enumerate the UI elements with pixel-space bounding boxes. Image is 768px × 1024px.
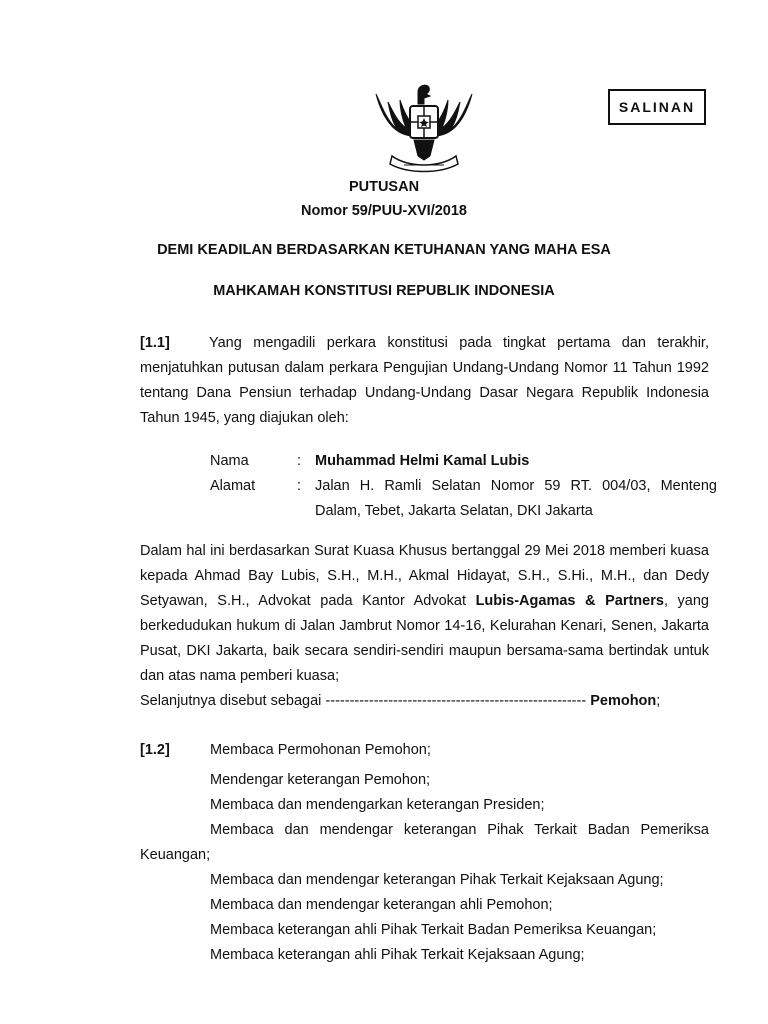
name-value: Muhammad Helmi Kamal Lubis [315, 453, 530, 469]
list-item: Membaca dan mendengar keterangan Pihak Terkait Badan Pemeriksa [210, 822, 709, 838]
list-item: Membaca dan mendengar keterangan ahli Pemohon; [210, 897, 553, 913]
designation-line [140, 689, 660, 714]
designation-role: Pemohon [590, 693, 657, 709]
address-value: Jalan H. Ramli Selatan Nomor 59 RT. 004/03, Menteng Dalam, Tebet, Jakarta Selatan, DKI Jakarta [315, 478, 717, 519]
list-item: Membaca Permohonan Pemohon; [210, 742, 431, 758]
document-title: PUTUSAN [348, 179, 420, 195]
designation-lead: Selanjutnya disebut sebagai [140, 693, 326, 709]
list-item: Membaca dan mendengarkan keterangan Presiden; [210, 797, 545, 813]
motto-heading: DEMI KEADILAN BERDASARKAN KETUHANAN YANG MAHA ESA [157, 242, 611, 258]
proxy-paragraph [140, 539, 709, 689]
garuda-emblem-icon [368, 76, 480, 180]
list-item: Mendengar keterangan Pemohon; [210, 772, 431, 788]
list-item-continuation: Keuangan; [140, 847, 211, 863]
proxy-text-after: , yang berkedudukan hukum di Jalan Jambrut Nomor 14-16, Kelurahan Kenari, Senen, Jakarta Pusat, DKI Jakarta, baik secara sendiri-sendiri maupun bersama-sama bertindak untuk dan atas nama pemberi kuasa; [140, 593, 709, 684]
list-item: Membaca keterangan ahli Pihak Terkait Kejaksaan Agung; [210, 947, 585, 963]
court-heading: MAHKAMAH KONSTITUSI REPUBLIK INDONESIA [213, 283, 555, 299]
designation-dashes: ------------------------------------------------------ [325, 693, 587, 709]
list-item: Membaca dan mendengar keterangan Pihak Terkait Kejaksaan Agung; [210, 872, 664, 888]
section-1-2-tag: [1.2] [140, 742, 170, 758]
name-colon: : [297, 453, 302, 469]
address-colon: : [297, 478, 302, 494]
salinan-stamp: SALINAN [608, 89, 706, 125]
case-number: Nomor 59/PUU-XVI/2018 [300, 203, 467, 219]
section-1-1-text: Yang mengadili perkara konstitusi pada tingkat pertama dan terakhir, menjatuhkan putusan dalam perkara Pengujian Undang-Undang Nomor 11 Tahun 1992 tentang Dana Pensiun terhadap Undang-Undang Dasar Negara Republik Indonesia Tahun 1945, yang diajukan oleh: [140, 335, 709, 426]
proxy-text-before: Dalam hal ini berdasarkan Surat Kuasa Khusus bertanggal 29 Mei 2018 memberi kuasa kepada Ahmad Bay Lubis, S.H., M.H., Akmal Hidayat, S.H., S.Hi., M.H., dan Dedy Setyawan, S.H., Advokat pada Kantor Advokat [140, 543, 709, 609]
name-label: Nama [210, 453, 249, 469]
list-item: Membaca keterangan ahli Pihak Terkait Badan Pemeriksa Keuangan; [210, 922, 657, 938]
party-address-row [0, 474, 768, 524]
address-label: Alamat [210, 478, 256, 494]
designation-end: ; [656, 693, 661, 709]
section-1-1-paragraph [140, 331, 709, 431]
law-firm-name: Lubis-Agamas & Partners [475, 593, 664, 609]
section-1-1-tag: [1.1] [140, 335, 170, 351]
